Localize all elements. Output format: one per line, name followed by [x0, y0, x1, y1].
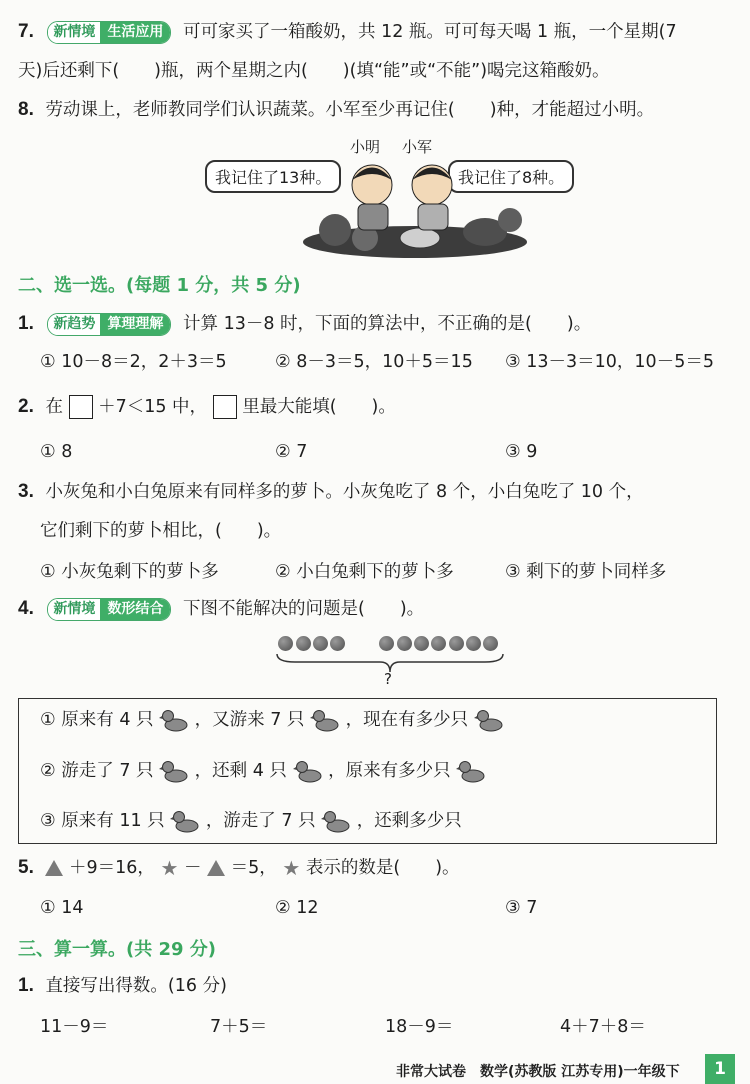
- duck-icon: [321, 808, 351, 834]
- s2q1-option-1: ① 10－8＝2，2＋3＝5: [40, 352, 227, 372]
- s2q2-line: 2. 在 ＋7＜15 中， 里最大能填( )。: [18, 396, 396, 417]
- s2q5-option-1: ① 14: [40, 898, 84, 918]
- name-xiaojun: 小军: [402, 138, 433, 156]
- dot: [466, 636, 481, 651]
- duck-icon: [159, 758, 189, 784]
- duck-icon: [159, 707, 189, 733]
- kids-vegetables-illustration: [300, 150, 530, 260]
- dot: [483, 636, 498, 651]
- blank-box: [69, 395, 93, 419]
- s2q4-number: 4.: [18, 598, 34, 619]
- section-2-heading: 二、选一选。(每题 1 分，共 5 分): [18, 275, 301, 296]
- s2q5-option-2: ② 12: [275, 898, 319, 918]
- q7-number: 7.: [18, 21, 34, 42]
- s3q1-number: 1.: [18, 975, 34, 996]
- expr-4: 4＋7＋8＝: [560, 1017, 646, 1037]
- dot: [431, 636, 446, 651]
- s2q4-option-3: ③ 原来有 11 只 ，游走了 7 只 ，还剩多少只: [40, 808, 462, 834]
- q8-number: 8.: [18, 99, 34, 120]
- s2q2-option-3: ③ 9: [505, 442, 538, 462]
- expr-3: 18－9＝: [385, 1017, 454, 1037]
- footer-text: 非常大试卷 数学(苏教版 江苏专用)一年级下: [396, 1064, 680, 1080]
- s2q3-option-3: ③ 剩下的萝卜同样多: [505, 562, 667, 582]
- speech-bubble-xiaoming: 我记住了13种。: [205, 160, 341, 193]
- s2q4-line: [18, 597, 424, 621]
- s2q5-option-3: ③ 7: [505, 898, 538, 918]
- name-xiaoming: 小明: [350, 138, 381, 156]
- s2q3-line1: 3. 小灰兔和小白兔原来有同样多的萝卜。小灰兔吃了 8 个，小白兔吃了 10 个，: [18, 481, 644, 502]
- duck-icon: [293, 758, 323, 784]
- s2q2-number: 2.: [18, 396, 34, 417]
- star-icon: ★: [282, 856, 301, 880]
- s2q3-option-2: ② 小白兔剩下的萝卜多: [275, 562, 454, 582]
- s2q4-tag: 新情境 数形结合: [47, 598, 171, 621]
- page-number: 1: [705, 1054, 735, 1084]
- q7-text-1: 可可家买了一箱酸奶，共 12 瓶。可可每天喝 1 瓶，一个星期(7: [183, 22, 677, 42]
- dot: [379, 636, 394, 651]
- q7-line1: [18, 20, 677, 44]
- star-icon: ★: [160, 856, 179, 880]
- dot: [414, 636, 429, 651]
- s2q1-option-2: ② 8－3＝5，10＋5＝15: [275, 352, 473, 372]
- s2q3-line2: 它们剩下的萝卜相比，( )。: [40, 521, 282, 541]
- dot: [296, 636, 311, 651]
- dot: [397, 636, 412, 651]
- s3q1-line: 1. 直接写出得数。(16 分): [18, 975, 227, 996]
- s2q1-tag: 新趋势 算理理解: [47, 313, 171, 336]
- section-3-heading: 三、算一算。(共 29 分): [18, 939, 217, 960]
- s2q1-option-3: ③ 13－3＝10，10－5＝5: [505, 352, 714, 372]
- s2q4-option-1: ① 原来有 4 只 ，又游来 7 只 ，现在有多少只: [40, 707, 504, 733]
- duck-icon: [474, 707, 504, 733]
- s2q1-number: 1.: [18, 313, 34, 334]
- s2q2-option-2: ② 7: [275, 442, 308, 462]
- s2q1-text: 计算 13－8 时，下面的算法中，不正确的是( )。: [183, 314, 592, 334]
- speech-bubble-xiaojun: 我记住了8种。: [448, 160, 574, 193]
- q7-tag: 新情境 生活应用: [47, 21, 171, 44]
- duck-icon: [170, 808, 200, 834]
- duck-icon: [456, 758, 486, 784]
- s2q4-text: 下图不能解决的问题是( )。: [183, 599, 425, 619]
- q8-text: 劳动课上，老师教同学们认识蔬菜。小军至少再记住( )种，才能超过小明。: [45, 100, 655, 120]
- dot: [330, 636, 345, 651]
- s2q1-line: [18, 312, 591, 336]
- dot: [278, 636, 293, 651]
- duck-icon: [310, 707, 340, 733]
- dot: [449, 636, 464, 651]
- s2q5-number: 5.: [18, 857, 34, 878]
- s2q3-number: 3.: [18, 481, 34, 502]
- expr-1: 11－9＝: [40, 1017, 109, 1037]
- blank-box: [213, 395, 237, 419]
- q7-text-2: 天)后还剩下( )瓶，两个星期之内( )(填“能”或“不能”)喝完这箱酸奶。: [18, 61, 610, 81]
- question-mark: ?: [384, 670, 392, 688]
- dot: [313, 636, 328, 651]
- s2q2-option-1: ① 8: [40, 442, 73, 462]
- s2q4-option-2: ② 游走了 7 只 ，还剩 4 只 ，原来有多少只: [40, 758, 486, 784]
- expr-2: 7＋5＝: [210, 1017, 268, 1037]
- triangle-icon: [207, 860, 225, 876]
- q8-line: [18, 98, 654, 122]
- s2q5-line: 5. ＋9＝16， ★ － ＝5， ★ 表示的数是( )。: [18, 856, 460, 880]
- s2q3-option-1: ① 小灰兔剩下的萝卜多: [40, 562, 219, 582]
- triangle-icon: [45, 860, 63, 876]
